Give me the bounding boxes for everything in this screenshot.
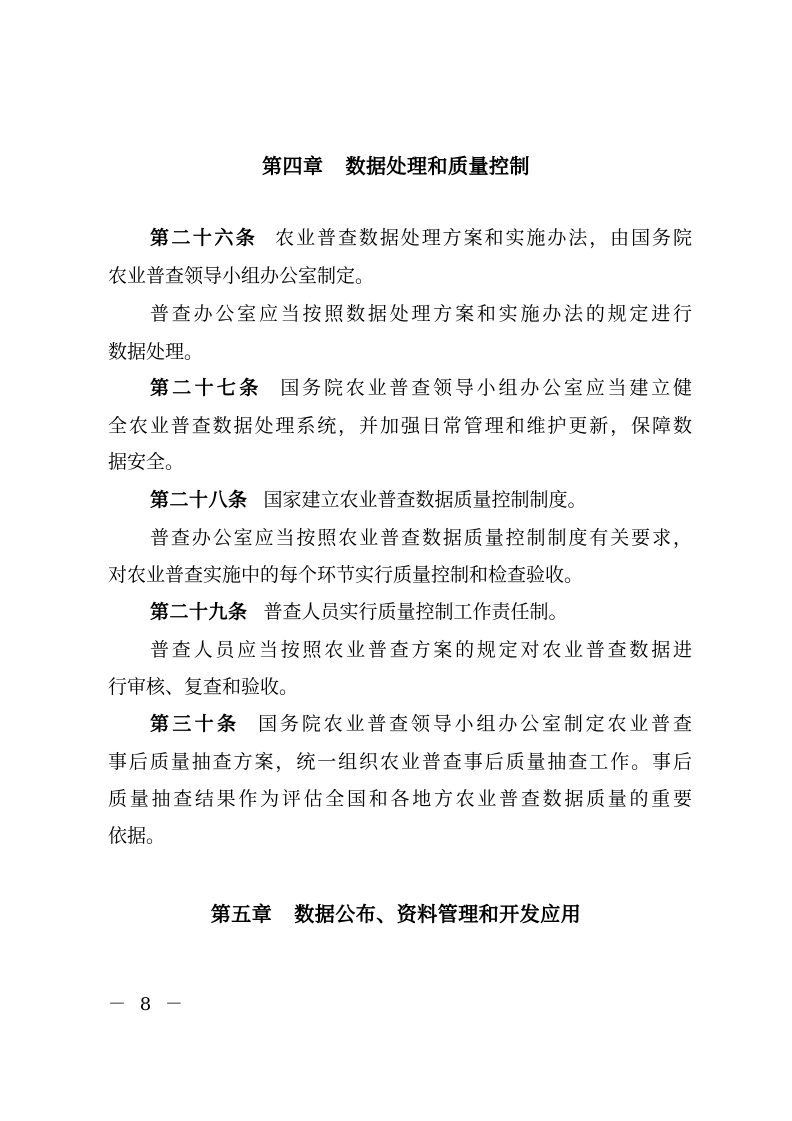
- article-30-line-1: 第三十条 国务院农业普查领导小组办公室制定农业普查: [150, 713, 692, 735]
- article-27-line-3: 据安全。: [108, 451, 185, 473]
- article-29-para-2-line-1: 普查人员应当按照农业普查方案的规定对农业普查数据进: [150, 639, 692, 661]
- article-26-label: 第二十六条: [150, 227, 258, 249]
- chapter-5-title: 数据公布、资料管理和开发应用: [294, 902, 582, 926]
- article-30-line-2: 事后质量抽查方案，统一组织农业普查事后质量抽查工作。事后: [108, 751, 692, 773]
- article-26-para-2-line-2: 数据处理。: [108, 341, 204, 363]
- article-28-label: 第二十八条: [150, 489, 248, 511]
- article-26-line-1: 第二十六条 农业普查数据处理方案和实施办法，由国务院: [150, 227, 692, 249]
- chapter-5-number: 第五章: [210, 902, 273, 926]
- article-30-label: 第三十条: [150, 713, 240, 735]
- article-28-line-1: 第二十八条 国家建立农业普查数据质量控制制度。: [150, 489, 587, 511]
- article-30-line-3: 质量抽查结果作为评估全国和各地方农业普查数据质量的重要: [108, 788, 692, 810]
- article-28-para-2-line-2: 对农业普查实施中的每个环节实行质量控制和检查验收。: [108, 564, 584, 586]
- chapter-4-title: 数据处理和质量控制: [345, 154, 530, 178]
- article-27-line-1: 第二十七条 国务院农业普查领导小组办公室应当建立健: [150, 377, 692, 399]
- article-27-line-2: 全农业普查数据处理系统，并加强日常管理和维护更新，保障数: [108, 415, 692, 437]
- article-27-label: 第二十七条: [150, 377, 262, 399]
- chapter-4-number: 第四章: [262, 154, 324, 178]
- article-29-label: 第二十九条: [150, 601, 248, 623]
- chapter-5-heading: [0, 898, 792, 927]
- article-26-line-2: 农业普查领导小组办公室制定。: [108, 265, 375, 287]
- article-30-line-4: 依据。: [108, 825, 166, 847]
- article-29-line-1: 第二十九条 普查人员实行质量控制工作责任制。: [150, 601, 568, 623]
- article-26-para-2-line-1: 普查办公室应当按照数据处理方案和实施办法的规定进行: [150, 303, 692, 325]
- article-28-para-2-line-1: 普查办公室应当按照农业普查数据质量控制制度有关要求，: [150, 527, 692, 549]
- article-29-para-2-line-2: 行审核、复查和验收。: [108, 676, 299, 698]
- chapter-4-heading: [0, 150, 792, 179]
- page-number: － 8 －: [108, 994, 187, 1015]
